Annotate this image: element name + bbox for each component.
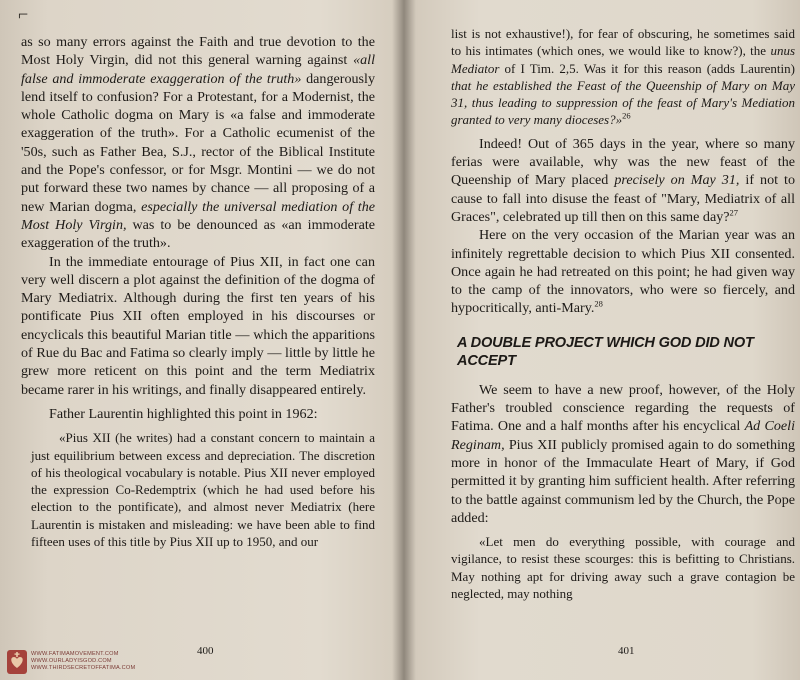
pencil-mark: ⌐ (18, 4, 29, 24)
right-quote-continued: list is not exhaustive!), for fear of obscuring, he sometimes said to his intimates (which ones, we would like to know?), the unus Mediator of I Tim. 2,5. Was it for this reason (adds Laurentin) that he established the Feast of the Queenship of Mary on May 31, thus leading to suppression of the feast of Mary's Mediation granted to very many dioceses?»$^{26}$ (451, 26, 795, 128)
left-paragraph-2: In the immediate entourage of Pius XII, in fact one can very well discern a plot against the definition of the dogma of Mary Mediatrix. Although during the first ten years of his pontificate Pius XII often employed in his discourses or encyclicals this beautiful Marian title — which the apparitions of Rue du Bac and Fatima so clearly imply — little by little he grew more reticent on this point and the term Mediatrix became rarer in his writings, and finally disappeared entirely. (21, 253, 375, 398)
section-heading: A DOUBLE PROJECT WHICH GOD DID NOT ACCEPT (457, 334, 754, 370)
footnote-26: 26 (622, 111, 631, 122)
left-paragraph-3: Father Laurentin highlighted this point in 1962: (49, 405, 318, 422)
watermark (6, 649, 135, 675)
heart-logo-icon (6, 649, 28, 675)
right-page (404, 0, 800, 680)
footnote-27: 27 (729, 207, 739, 218)
right-page-body (451, 25, 795, 602)
left-block-quote: «Pius XII (he writes) had a constant concern to maintain a just equilibrium between excess and depreciation. The discretion of his theological vocabulary is notable. Pius XII never employed the expression Co-Redemptrix (which he had used before his election to the pontificate), and almost never Mediatrix (here Laurentin is mistaken and misleading: we have been able to find fifteen uses of this title by Pius XII up to 1950, and our (31, 430, 375, 550)
right-paragraph-2: Here on the very occasion of the Marian year was an infinitely regrettable decision to which Pius XII consented. Once again he had retreated on this point; he had given way to the camp of the innovators, who were so fiercely, and hypocritically, anti-Mary.$^{28}$ (451, 227, 795, 317)
right-paragraph-3: We seem to have a new proof, however, of the Holy Father's troubled conscience regarding the requests of Fatima. One and a half months after his encyclical Ad Coeli Reginam, Pius XII publicly promised again to do something more in honor of the Immaculate Heart of Mary, if God permitted it by granting him sufficient health. After referring to the battle against communism led by the Church, the Pope added: (451, 381, 795, 526)
footnote-28: 28 (594, 298, 603, 309)
page-number-left: 400 (197, 645, 214, 657)
watermark-line-2: WWW.OURLADYISGOD.COM (31, 658, 112, 664)
watermark-line-1: WWW.FATIMAMOVEMENT.COM (31, 651, 119, 657)
right-block-quote: «Let men do everything possible, with courage and vigilance, to resist these scourges: this is befitting to Christians. May nothing apt for driving away such a grave contagion be neglected, may nothing (451, 534, 795, 602)
left-paragraph-1: as so many errors against the Faith and true devotion to the Most Holy Virgin, did not this general warning against «all false and immoderate exaggeration of the truth» dangerously lend itself to confusion? For a Protestant, for a Modernist, the whole Catholic dogma on Mary is «a false and immoderate exaggeration of the truth». For a Catholic ecumenist of the '50s, such as Father Bea, S.J., rector of the Biblical Institute and the Pope's confessor, or for Msgr. Montini — we do not put forward these two names by chance — all proposing of a new Marian dogma, especially the universal mediation of the Most Holy Virgin, was to be denounced as «an immoderate exaggeration of the truth». (21, 34, 375, 252)
watermark-line-3: WWW.THIRDSECRETOFFATIMA.COM (31, 665, 136, 671)
right-paragraph-1: Indeed! Out of 365 days in the year, where so many ferias were available, why was the new feast of the Queenship of Mary placed precisely on May 31, if not to cause to fall into disuse the feast of "Mary, Mediatrix of all Graces", celebrated up till then on this same day?$^{27}$ (451, 135, 796, 225)
page-number-right: 401 (618, 645, 635, 657)
left-page-body (21, 33, 375, 550)
